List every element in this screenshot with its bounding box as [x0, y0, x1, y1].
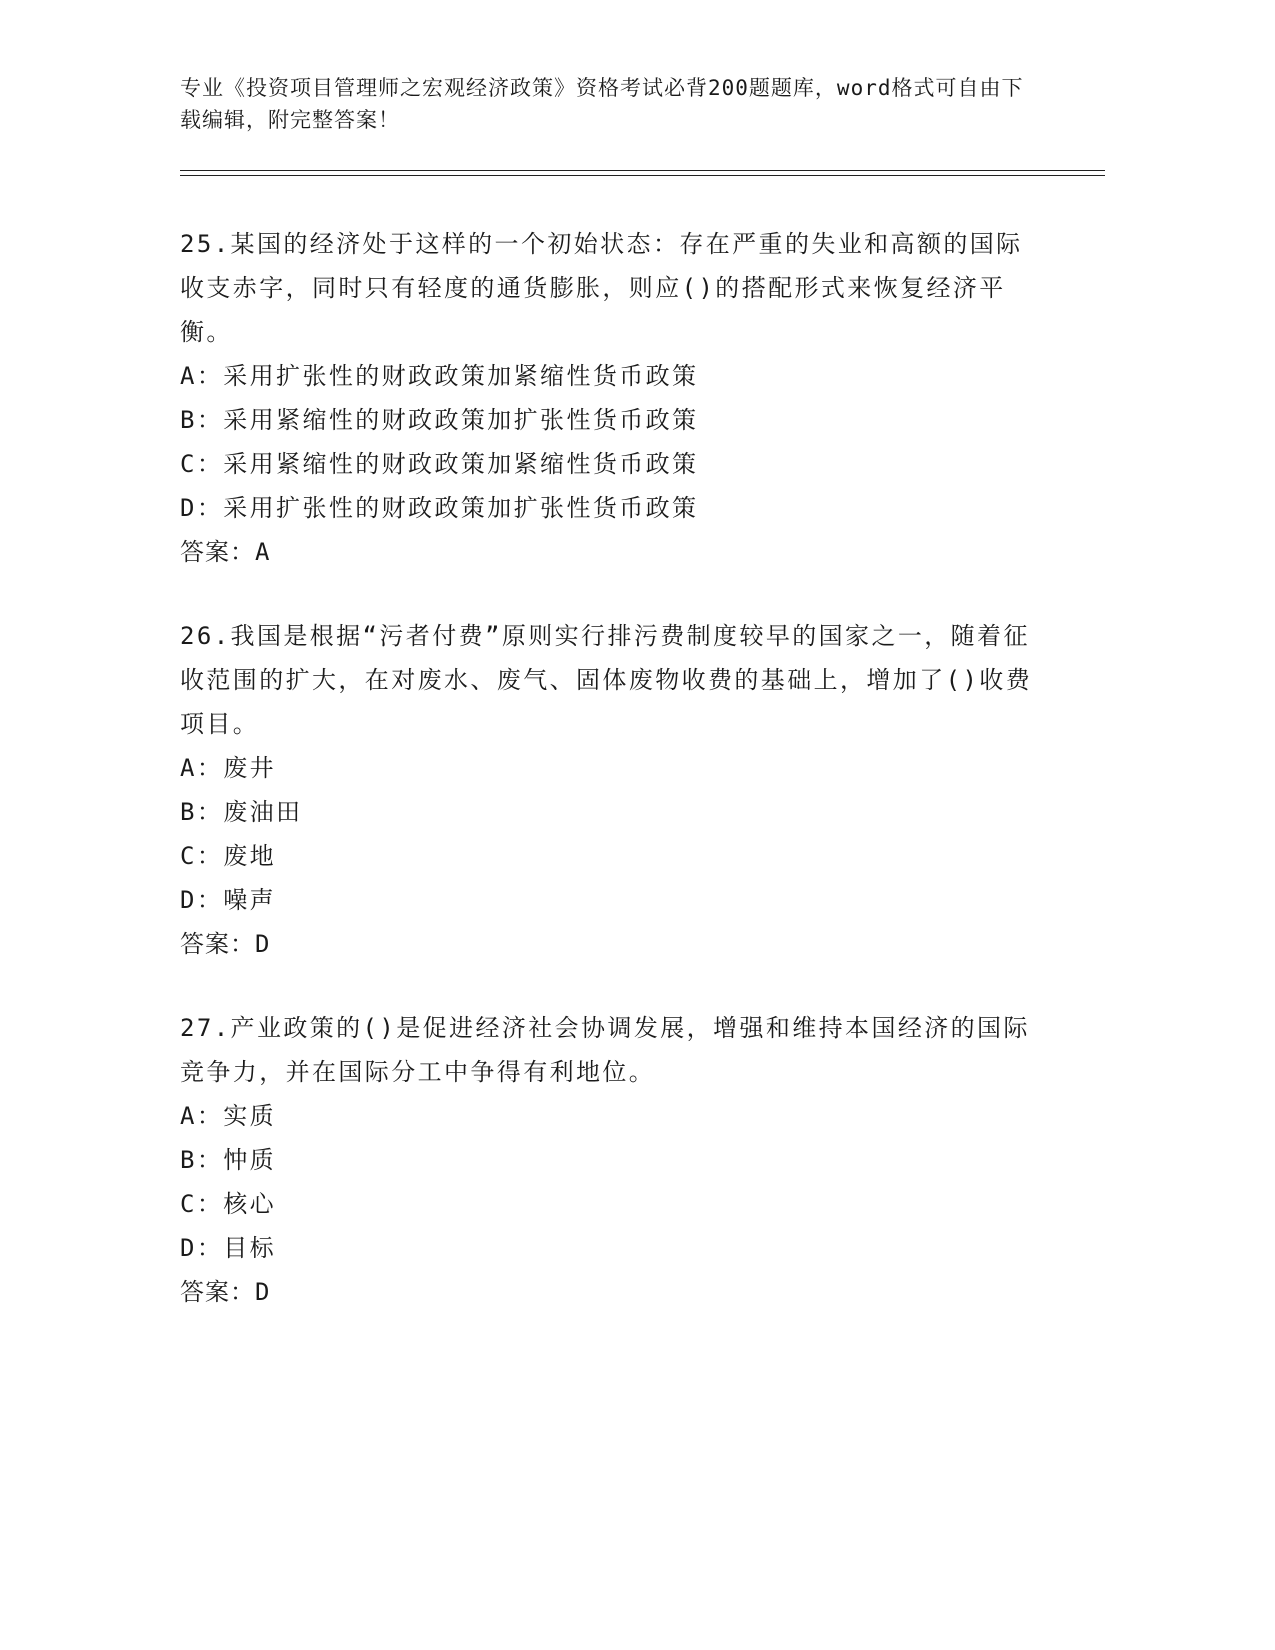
option-c: C：采用紧缩性的财政政策加紧缩性货币政策	[180, 450, 699, 478]
option-a: A：实质	[180, 1102, 277, 1130]
option-d: D：采用扩张性的财政政策加扩张性货币政策	[180, 494, 699, 522]
document-header: 专业《投资项目管理师之宏观经济政策》资格考试必背200题题库，word格式可自由下载编辑，附完整答案！	[180, 76, 1024, 132]
question-stem: 26.我国是根据“污者付费”原则实行排污费制度较早的国家之一，随着征收范围的扩大，在对废水、废气、固体废物收费的基础上，增加了()收费项目。	[180, 622, 1033, 738]
question-27	[180, 1006, 1040, 1314]
option-b: B：忡质	[180, 1146, 277, 1174]
option-b: B：采用紧缩性的财政政策加扩张性货币政策	[180, 406, 699, 434]
question-stem: 27.产业政策的()是促进经济社会协调发展，增强和维持本国经济的国际竞争力，并在国际分工中争得有利地位。	[180, 1014, 1030, 1086]
answer: 答案：D	[180, 1278, 271, 1306]
option-d: D：噪声	[180, 886, 277, 914]
option-b: B：废油田	[180, 798, 303, 826]
option-c: C：核心	[180, 1190, 277, 1218]
answer: 答案：D	[180, 930, 271, 958]
option-d: D：目标	[180, 1234, 277, 1262]
header-divider-top	[180, 170, 1105, 171]
option-a: A：废井	[180, 754, 277, 782]
option-a: A：采用扩张性的财政政策加紧缩性货币政策	[180, 362, 699, 390]
question-stem: 25.某国的经济处于这样的一个初始状态：存在严重的失业和高额的国际收支赤字，同时只有轻度的通货膨胀，则应()的搭配形式来恢复经济平衡。	[180, 230, 1023, 346]
question-26	[180, 614, 1040, 966]
answer: 答案：A	[180, 538, 271, 566]
option-c: C：废地	[180, 842, 277, 870]
question-25	[180, 222, 1040, 574]
header-divider-bottom	[180, 175, 1105, 176]
